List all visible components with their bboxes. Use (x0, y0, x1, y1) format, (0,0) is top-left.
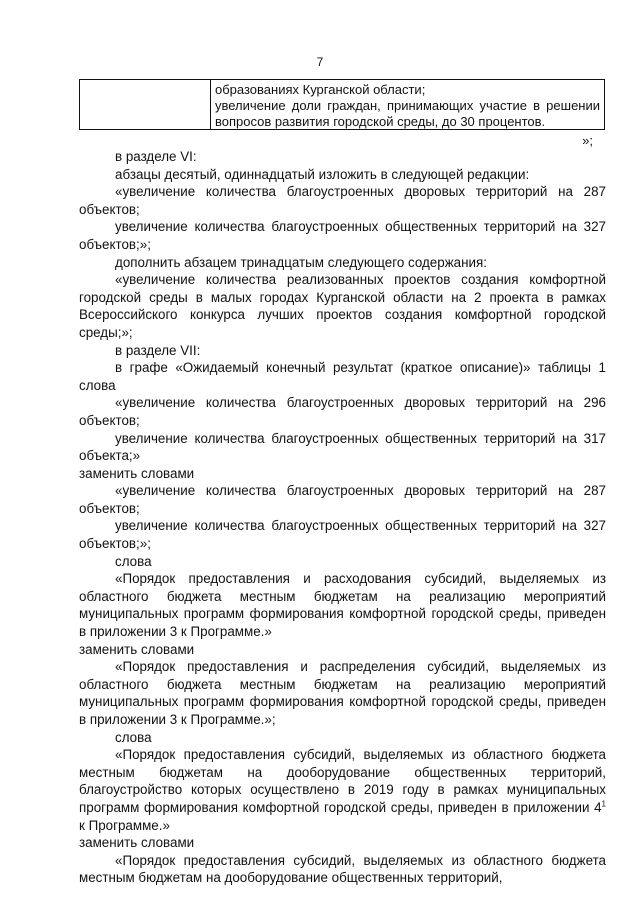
paragraph: слова (115, 729, 152, 745)
page-number: 7 (316, 55, 324, 69)
paragraph: «увеличение количества благоустроенных дворовых территорий на 287 объектов; (79, 483, 606, 516)
paragraph: абзацы десятый, одиннадцатый изложить в следующей редакции: (115, 166, 530, 182)
closing-quote: »; (582, 133, 593, 148)
paragraph: «Порядок предоставления и распределения субсидий, выделяемых из областного бюджета местным бюджетам на реализацию мероприятий муниципальных программ формирования комфортной городской среды, приведен в приложении 3 к Программе.»; (79, 659, 606, 727)
paragraph: увеличение количества благоустроенных общественных территорий на 317 объекта;» (79, 430, 606, 464)
table-line: образованиях Курганской области; (215, 82, 426, 97)
continuation-table (79, 79, 605, 130)
paragraph: заменить словами (79, 641, 195, 657)
table-line: увеличение доли граждан, принимающих участие в решении (215, 98, 600, 113)
table-cell-text (211, 80, 604, 129)
paragraph: «Порядок предоставления субсидий, выделяемых из областного бюджета местным бюджетам на дооборудование общественных территорий, (79, 852, 606, 886)
paragraph: заменить словами (79, 465, 195, 481)
paragraph: в разделе VII: (115, 342, 201, 358)
document-body (79, 148, 606, 887)
paragraph (79, 746, 606, 834)
superscript: 1 (601, 799, 606, 809)
table-cell-empty (80, 80, 211, 129)
paragraph-text: к Программе.» (79, 817, 170, 833)
paragraph: слова (115, 553, 152, 569)
paragraph: увеличение количества благоустроенных общественных территорий на 327 объектов;»; (79, 518, 606, 552)
paragraph: «увеличение количества благоустроенных дворовых территорий на 287 объектов; (79, 184, 606, 217)
paragraph: заменить словами (79, 835, 195, 851)
paragraph: «увеличение количества благоустроенных дворовых территорий на 296 объектов; (79, 395, 606, 428)
paragraph-text: «Порядок предоставления субсидий, выделяемых из областного бюджета местным бюджетам на дооборудование общественных территорий, благоустройство которых осуществлено в 2019 году в рамках муниципальных программ формирования комфортной городской среды, приведен в приложении 4 (79, 747, 606, 815)
paragraph: в разделе VI: (115, 149, 197, 164)
paragraph: «Порядок предоставления и расходования субсидий, выделяемых из областного бюджета местным бюджетам на реализацию мероприятий муниципальных программ формирования комфортной городской среды, приведен в приложении 3 к Программе.» (79, 571, 606, 640)
paragraph: в графе «Ожидаемый конечный результат (краткое описание)» таблицы 1 слова (79, 360, 606, 393)
paragraph: дополнить абзацем тринадцатым следующего содержания: (115, 254, 487, 270)
table-line: вопросов развития городской среды, до 30 процентов. (215, 114, 546, 129)
paragraph: увеличение количества благоустроенных общественных территорий на 327 объектов;»; (79, 219, 606, 252)
paragraph: «увеличение количества реализованных проектов создания комфортной городской среды в малых городах Курганской области на 2 проекта в рамках Всероссийского конкурса лучших проектов создания комфортной городской среды;»; (79, 272, 606, 340)
